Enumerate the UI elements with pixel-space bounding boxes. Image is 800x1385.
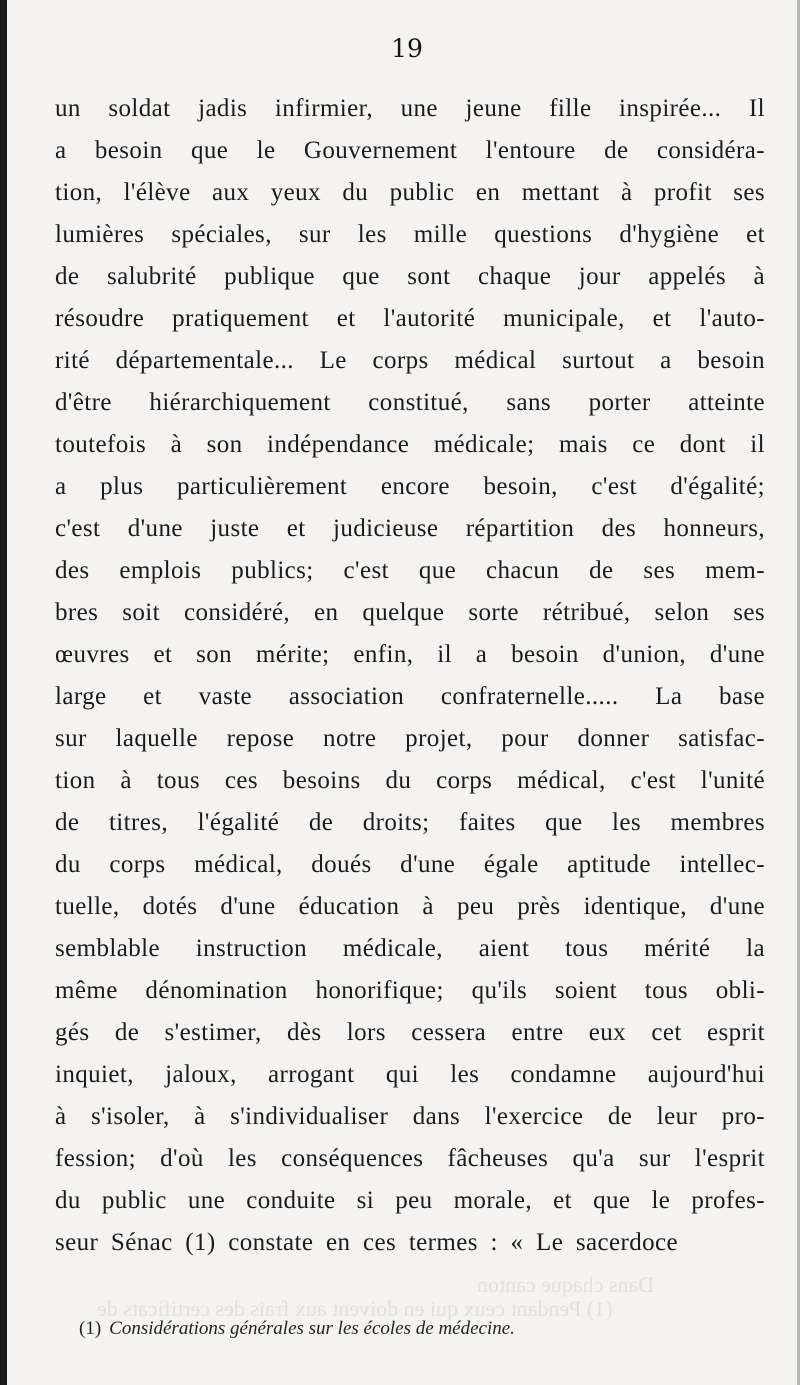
text-line: semblable instruction médicale, aient tous mérité la: [55, 935, 765, 962]
text-line: tion à tous ces besoins du corps médical, c'est l'unité: [55, 767, 765, 794]
text-line: a besoin que le Gouvernement l'entoure de considéra-: [55, 137, 765, 164]
text-line: un soldat jadis infirmier, une jeune fille inspirée... Il: [55, 95, 765, 122]
text-line: c'est d'une juste et judicieuse répartition des honneurs,: [55, 515, 765, 542]
bleed-through-text: Dans chaque canton: [477, 1272, 655, 1297]
body-paragraph: [55, 88, 765, 1264]
text-line: rité départementale... Le corps médical surtout a besoin: [55, 347, 765, 374]
text-line: fession; d'où les conséquences fâcheuses qu'a sur l'esprit: [55, 1145, 765, 1172]
text-line: seur Sénac (1) constate en ces termes : « Le sacerdoce: [55, 1229, 679, 1256]
text-line: de titres, l'égalité de droits; faites que les membres: [55, 809, 765, 836]
text-line: du public une conduite si peu morale, et que le profes-: [55, 1187, 765, 1214]
footnote: [79, 1318, 759, 1340]
text-line: bres soit considéré, en quelque sorte rétribué, selon ses: [55, 599, 765, 626]
text-line: œuvres et son mérite; enfin, il a besoin d'union, d'une: [55, 641, 765, 668]
text-line: tuelle, dotés d'une éducation à peu près identique, d'une: [55, 893, 765, 920]
page-number: 19: [391, 34, 423, 63]
text-line: toutefois à son indépendance médicale; mais ce dont il: [55, 431, 765, 458]
text-line: a plus particulièrement encore besoin, c'est d'égalité;: [55, 473, 765, 500]
text-line: lumières spéciales, sur les mille questions d'hygiène et: [55, 221, 765, 248]
text-line: des emplois publics; c'est que chacun de ses mem-: [55, 557, 765, 584]
text-line: d'être hiérarchiquement constitué, sans porter atteinte: [55, 389, 765, 416]
text-line: à s'isoler, à s'individualiser dans l'exercice de leur pro-: [55, 1103, 765, 1130]
footnote-marker: (1): [79, 1318, 102, 1339]
text-line: même dénomination honorifique; qu'ils soient tous obli-: [55, 977, 765, 1004]
text-line: gés de s'estimer, dès lors cessera entre eux cet esprit: [55, 1019, 765, 1046]
text-line: sur laquelle repose notre projet, pour donner satisfac-: [55, 725, 765, 752]
footnote-text: Considérations générales sur les écoles de médecine.: [109, 1318, 515, 1339]
bleed-through-text: (1) Pendant ceux qui en doivent aux frais des certificats de: [97, 1296, 613, 1321]
text-line: large et vaste association confraternelle..... La base: [55, 683, 765, 710]
text-line: résoudre pratiquement et l'autorité municipale, et l'auto-: [55, 305, 765, 332]
text-line: du corps médical, doués d'une égale aptitude intellec-: [55, 851, 765, 878]
text-line: de salubrité publique que sont chaque jour appelés à: [55, 263, 765, 290]
text-line: tion, l'élève aux yeux du public en mettant à profit ses: [55, 179, 765, 206]
text-line: inquiet, jaloux, arrogant qui les condamne aujourd'hui: [55, 1061, 765, 1088]
